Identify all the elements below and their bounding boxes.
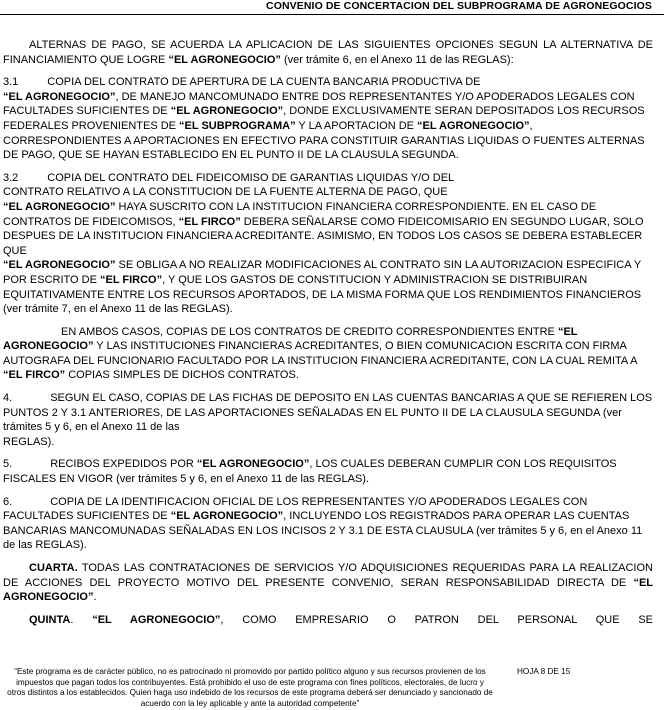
item-number: 3.2 [3,171,19,184]
item-number: 3.1 [3,76,19,89]
paragraph-6: 6. COPIA DE LA IDENTIFICACION OFICIAL DE LOS REPRESENTANTES Y/O APODERADOS LEGALES CON FACULTADES SUFICIENTES DE “EL AGRONEGOCIO”, INCLUYENDO LOS REGISTRADOS PARA OPERAR LAS CUENTAS BANCARIAS MANCOMUNADAS SEÑALADAS EN LOS INCISOS 2 Y 3.1 DE ESTA CLAUSULA (ver trámites 5 y 6, en el Anexo 11 de las REGLAS). [3,495,643,552]
document-body [3,38,653,635]
footer-legal-note: “Este programa es de carácter público, no es patrocinado ni promovido por partido político alguno y sus recursos provienen de los impuestos que pagan todos los contribuyentes. Está prohibido el uso de este programa con fines políticos, electorales, de lucro y otros distintos a los establecidos. Quien haga uso indebido de los recursos de este programa deberá ser denunciado y sancionado de acuerdo con la ley aplicable y ante la autoridad competente” [7,667,493,708]
paragraph-5: 5. RECIBOS EXPEDIDOS POR “EL AGRONEGOCIO”, LOS CUALES DEBERAN CUMPLIR CON LOS REQUISITOS FISCALES EN VIGOR (ver trámites 5 y 6, en el Anexo 11 de las REGLAS). [3,458,617,486]
header-rule [0,14,664,15]
paragraph-alternas: ALTERNAS DE PAGO, SE ACUERDA LA APLICACION DE LAS SIGUIENTES OPCIONES SEGUN LA ALTERNATIVA DE FINANCIAMIENTO QUE LOGRE “EL AGRONEGOCIO” (ver trámite 6, en el Anexo 11 de las REGLAS): [3,39,653,66]
paragraph-3-1: 3.1 COPIA DEL CONTRATO DE APERTURA DE LA CUENTA BANCARIA PRODUCTIVA DE “EL AGRONEGOCIO”, DE MANEJO MANCOMUNADO ENTRE DOS REPRESENTANTES Y/O APODERADOS LEGALES CON FACULTADES SUFICIENTES DE “EL AGRONEGOCIO”, DONDE EXCLUSIVAMENTE SERAN DEPOSITADOS LOS RECURSOS FEDERALES PROVENIENTES DE “EL SUBPROGRAMA” Y LA APORTACION DE “EL AGRONEGOCIO”, CORRESPONDIENTES A APORTACIONES EN EFECTIVO PARA CONSTITUIR GARANTIAS LIQUIDAS O FUENTES ALTERNAS DE PAGO, QUE SE HAYAN ESTABLECIDO EN EL PUNTO II DE LA CLAUSULA SEGUNDA. [3,76,645,162]
paragraph-cuarta: CUARTA. TODAS LAS CONTRATACIONES DE SERVICIOS Y/O ADQUISICIONES REQUERIDAS PARA LA REALIZACION DE ACCIONES DEL PROYECTO MOTIVO DEL PRESENTE CONVENIO, SERAN RESPONSABILIDAD DIRECTA DE “EL AGRONEGOCIO”. [3,562,653,604]
document-header: CONVENIO DE CONCERTACION DEL SUBPROGRAMA DE AGRONEGOCIOS [266,0,652,12]
clause-heading: QUINTA [29,613,71,626]
item-number: 4. [3,392,13,405]
item-number: 6. [3,495,13,508]
paragraph-ambos-casos: EN AMBOS CASOS, COPIAS DE LOS CONTRATOS DE CREDITO CORRESPONDIENTES ENTRE “EL AGRONEGOCIO” Y LAS INSTITUCIONES FINANCIERAS ACREDITANTES, O BIEN COMUNICACION ESCRITA CON FIRMA AUTOGRAFA DEL FUNCIONARIO FACULTADO POR LA INSTITUCION FINANCIERA ACREDITANTE, CON LA CUAL REMITA A “EL FIRCO” COPIAS SIMPLES DE DICHOS CONTRATOS. [3,325,637,382]
paragraph-3-2: 3.2 COPIA DEL CONTRATO DEL FIDEICOMISO DE GARANTIAS LIQUIDAS Y/O DEL CONTRATO RELATIVO A LA CONSTITUCION DE LA FUENTE ALTERNA DE PAGO, QUE “EL AGRONEGOCIO” HAYA SUSCRITO CON LA INSTITUCION FINANCIERA CORRESPONDIENTE. EN EL CASO DE CONTRATOS DE FIDEICOMISOS, “EL FIRCO” DEBERA SEÑALARSE COMO FIDEICOMISARIO EN SEGUNDO LUGAR, SOLO DESPUES DE LA INSTITUCION FINANCIERA ACREDITANTE. ASIMISMO, EN TODOS LOS CASOS SE DEBERA ESTABLECER QUE “EL AGRONEGOCIO” SE OBLIGA A NO REALIZAR MODIFICACIONES AL CONTRATO SIN LA AUTORIZACION ESPECIFICA Y POR ESCRITO DE “EL FIRCO”, Y QUE LOS GASTOS DE CONSTITUCION Y ADMINISTRACION SE DISTRIBUIRAN EQUITATIVAMENTE ENTRE LOS RECURSOS APORTADOS, DE LA MISMA FORMA QUE LOS RENDIMIENTOS FINANCIEROS (ver trámite 7, en el Anexo 11 de las REGLAS). [3,171,644,316]
paragraph-quinta: QUINTA. “EL AGRONEGOCIO”, COMO EMPRESARIO O PATRON DEL PERSONAL QUE SE [29,613,653,626]
clause-heading: CUARTA. [29,562,78,574]
paragraph-4: 4. SEGUN EL CASO, COPIAS DE LAS FICHAS DE DEPOSITO EN LAS CUENTAS BANCARIAS A QUE SE REFIEREN LOS PUNTOS 2 Y 3.1 ANTERIORES, DE LAS APORTACIONES SEÑALADAS EN EL PUNTO II DE LA CLAUSULA SEGUNDA (ver trámites 5 y 6, en el Anexo 11 de las REGLAS). [3,392,653,448]
item-number: 5. [3,458,13,471]
page-number: HOJA 8 DE 15 [517,667,571,676]
